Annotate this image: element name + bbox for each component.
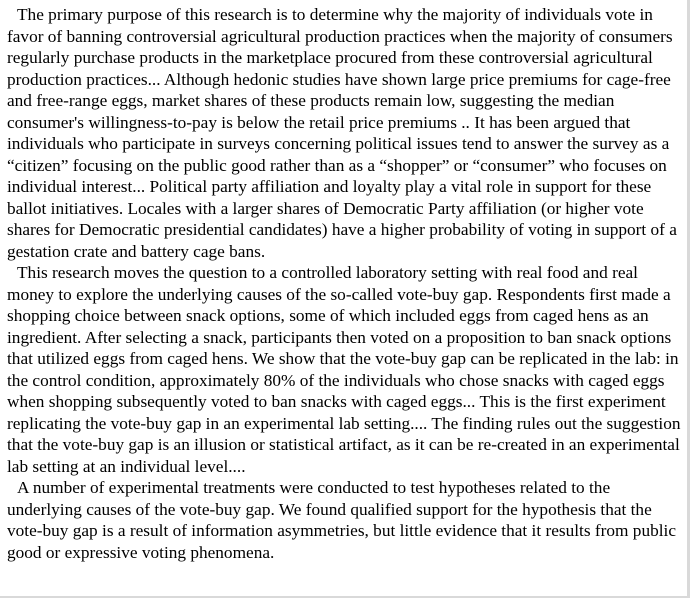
paragraph-treatments: A number of experimental treatments were conducted to test hypotheses related to the underlying causes of the vote-buy gap. We found qualified support for the hypothesis that the vote-buy gap is a result of information asymmetries, but little evidence that it results from public good or expressive voting phenomena. <box>7 478 677 562</box>
paragraph-lab-experiment: This research moves the question to a controlled laboratory setting with real food and real money to explore the underlying causes of the so-called vote-buy gap. Respondents first made a shopping choice between snack options, some of which included eggs from caged hens as an ingredient. After selecting a snack, participants then voted on a proposition to ban snack options that utilized eggs from caged hens. We show that the vote-buy gap can be replicated in the lab: in the control condition, approximately 80% of the individuals who chose snacks with caged eggs when shopping subsequently voted to ban snacks with caged eggs... This is the first experiment replicating the vote-buy gap in an experimental lab setting.... The finding rules out the suggestion that the vote-buy gap is an illusion or statistical artifact, as it can be re-created in an experimental lab setting at an individual level.... <box>7 263 681 476</box>
paragraph-purpose: The primary purpose of this research is to determine why the majority of individuals vote in favor of banning controversial agricultural production practices when the majority of consumers regularly purchase products in the marketplace procured from these controversial agricultural production practices... Although hedonic studies have shown large price premiums for cage-free and free-range eggs, market shares of these products remain low, suggesting the median consumer's willingness-to-pay is below the retail price premiums .. It has been argued that individuals who participate in surveys concerning political issues tend to answer the survey as a “citizen” focusing on the public good rather than as a “shopper” or “consumer” who focuses on individual interest... Political party affiliation and loyalty play a vital role in support for these ballot initiatives. Locales with a larger shares of Democratic Party affiliation (or higher vote shares for Democratic presidential candidates) have a higher probability of voting in support of a gestation crate and battery cage bans. <box>7 5 677 261</box>
